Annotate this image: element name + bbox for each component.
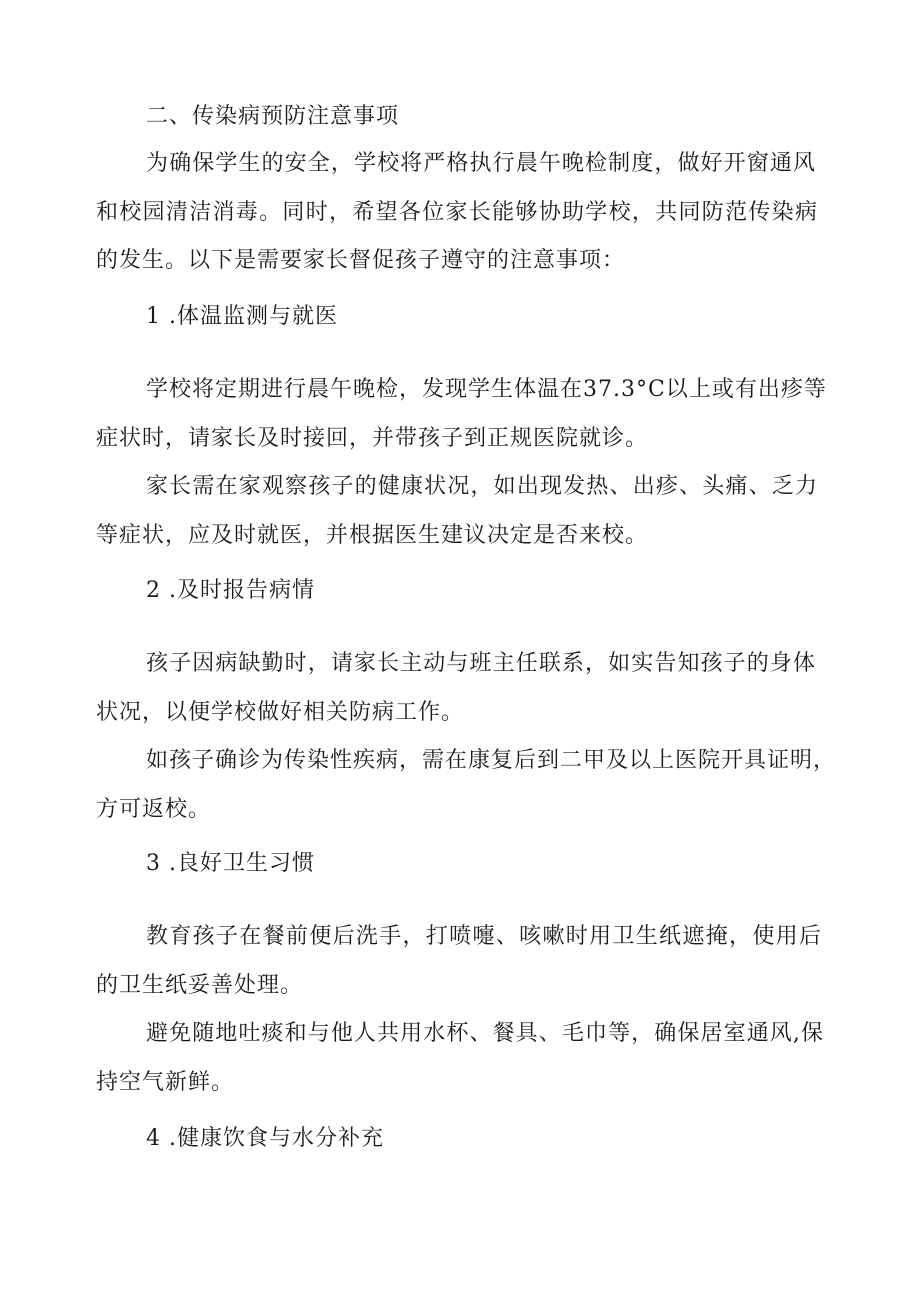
paragraph-line: 症状时，请家长及时接回，并带孩子到正规医院就诊。 [96,426,649,451]
paragraph-line: 学校将定期进行晨午晚检，发现学生体温在37.3°C以上或有出疹等 [146,377,827,402]
section-title: 二、传染病预防注意事项 [146,104,400,129]
intro-line: 的发生。以下是需要家长督促孩子遵守的注意事项： [96,248,626,273]
paragraph-line: 状况，以便学校做好相关防病工作。 [96,700,465,725]
item-heading: 2 .及时报告病情 [146,578,315,603]
item-heading: 1 .体温监测与就医 [146,304,338,329]
paragraph-line: 如孩子确诊为传染性疾病，需在康复后到二甲及以上医院开具证明， [146,748,837,773]
paragraph-line: 家长需在家观察孩子的健康状况，如出现发热、出疹、头痛、乏力 [146,474,818,499]
paragraph-line: 教育孩子在餐前便后洗手，打喷嚏、咳嗽时用卫生纸遮掩，使用后 [146,924,822,949]
paragraph-line: 方可返校。 [96,797,212,822]
paragraph-line: 孩子因病缺勤时，请家长主动与班主任联系，如实告知孩子的身体 [146,651,816,676]
item-heading: 4 .健康饮食与水分补充 [146,1126,384,1151]
paragraph-line: 避免随地吐痰和与他人共用水杯、餐具、毛巾等，确保居室通风,保 [146,1021,824,1046]
intro-line: 为确保学生的安全，学校将严格执行晨午晚检制度，做好开窗通风 [146,151,816,176]
paragraph-line: 持空气新鲜。 [96,1070,235,1095]
intro-line: 和校园清洁消毒。同时，希望各位家长能够协助学校，共同防范传染病 [96,200,818,225]
paragraph-line: 的卫生纸妥善处理。 [96,973,304,998]
item-heading: 3 .良好卫生习惯 [146,851,315,876]
paragraph-line: 等症状，应及时就医，并根据医生建议决定是否来校。 [96,523,649,548]
